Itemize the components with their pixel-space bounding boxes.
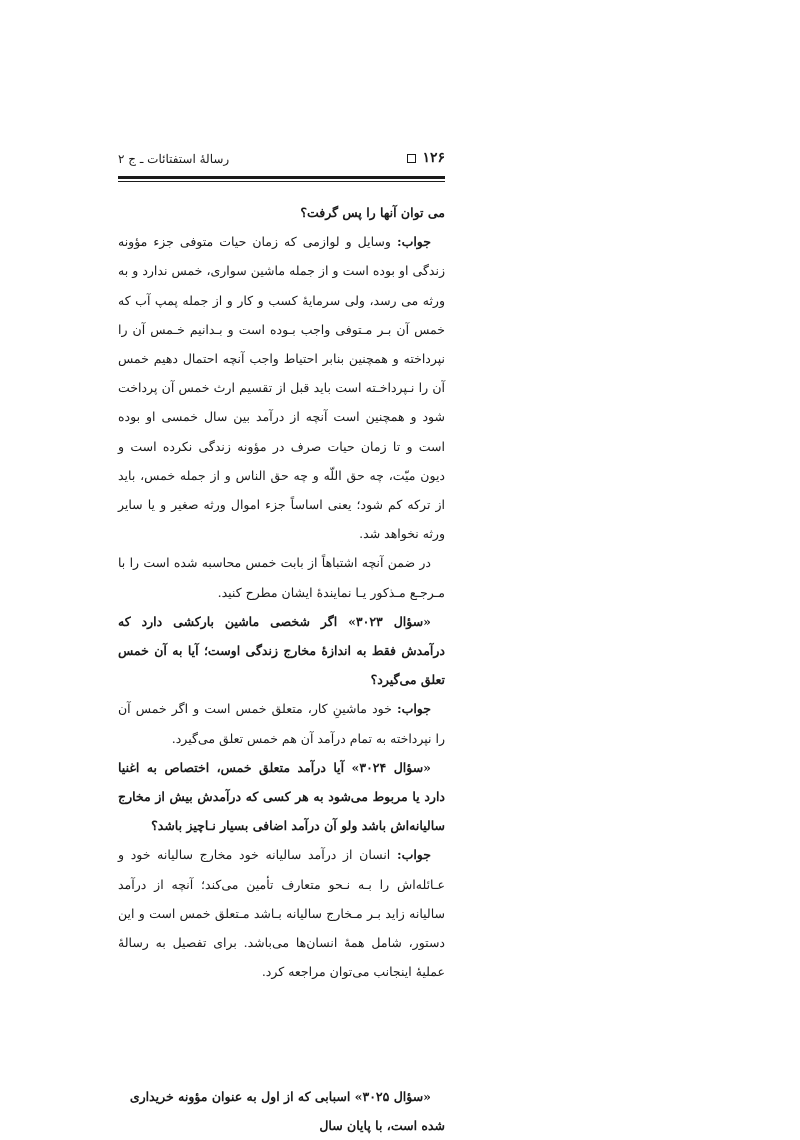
page-header: [118, 148, 445, 178]
page-number-text: ۱۲۶: [422, 150, 445, 166]
answer-paragraph-3: [118, 840, 445, 986]
answer-label: جواب:: [396, 701, 431, 717]
book-title: رسالهٔ استفتائات ـ ج ۲: [118, 152, 230, 166]
answer-text: وسایل و لوازمی که زمان حیات متوفی جزء مؤونه زندگی او بوده است و از جمله ماشین سواری، خمس ندارد و به ورثه می رسد، ولی سرمایهٔ کسب و کار و از جمله پمپ آب که خمس آن بـر مـتوفی واجب بـوده است و بـدانیم خـمس آن را نپرداخته و همچنین بنابر احتیاط واجب آنچه احتمال دهیم خمس آن را نـپرداخـته است باید قبل از تقسیم ارث خمس آن پرداخت شود و همچنین است آنچه از درآمد بین سال خمسی او بوده است و تا زمان حیات صرف در مؤونه زندگی نکرده است و دیون میّت، چه حق اللّه و چه حق الناس و از جمله خمس، باید از ترکه کم شود؛ یعنی اساساً جزء اموال ورثه صغیر و یا سایر ورثه نخواهد شد.: [118, 234, 445, 542]
question-3024: «سؤال ۳۰۲۴» آیا درآمد متعلق خمس، اختصاص به اغنیا دارد یا مربوط می‌شود به هر کسی که درآمدش بیش از مخارج سالیانه‌اش باشد ولو آن درآمد اضافی بسیار نـاچیز باشد؟: [118, 759, 445, 834]
answer-text: خود ماشینِ کار، متعلق خمس است و اگر خمس آن را نپرداخته به تمام درآمد آن هم خمس تعلق می‌گیرد.: [118, 701, 445, 746]
answer-paragraph-1: [118, 227, 445, 548]
note-paragraph: در ضمن آنچه اشتباهاً از بابت خمس محاسبه شده است را با مـرجـع مـذکور یـا نمایندهٔ ایشان مطرح کنید.: [118, 555, 445, 600]
answer-text: انسان از درآمد سالیانه خود مخارج سالیانه خود و عـائله‌اش را بـه نـحو متعارف تأمین می‌کند؛ آنچه از درآمد سالیانه زاید بـر مـخارج سالیانه بـاشد مـتعلق خمس است و این دستور، شامل همهٔ انسان‌ها می‌باشد. برای تفصیل به رسالهٔ عملیهٔ اینجانب می‌توان مراجعه کرد.: [118, 847, 445, 980]
answer-label: جواب:: [396, 234, 431, 250]
body-text: [118, 198, 445, 986]
next-question-partial: «سؤال ۳۰۲۵» اسبابی که از اول به عنوان مؤونه خریداری شده است، با پایان سال: [129, 1089, 445, 1133]
answer-paragraph-2: [118, 694, 445, 752]
page-number: [407, 150, 445, 166]
question-3023: «سؤال ۳۰۲۳» اگر شخصی ماشین بارکشی دارد که درآمدش فقط به اندازهٔ مخارج زندگی اوست؛ آیا به آن خمس تعلق می‌گیرد؟: [118, 613, 445, 688]
square-bullet-icon: [407, 154, 416, 163]
question-continuation: می توان آنها را پس گرفت؟: [300, 205, 445, 220]
header-rule-thick: [118, 176, 445, 179]
answer-label: جواب:: [396, 847, 431, 863]
header-rule-thin: [118, 181, 445, 182]
